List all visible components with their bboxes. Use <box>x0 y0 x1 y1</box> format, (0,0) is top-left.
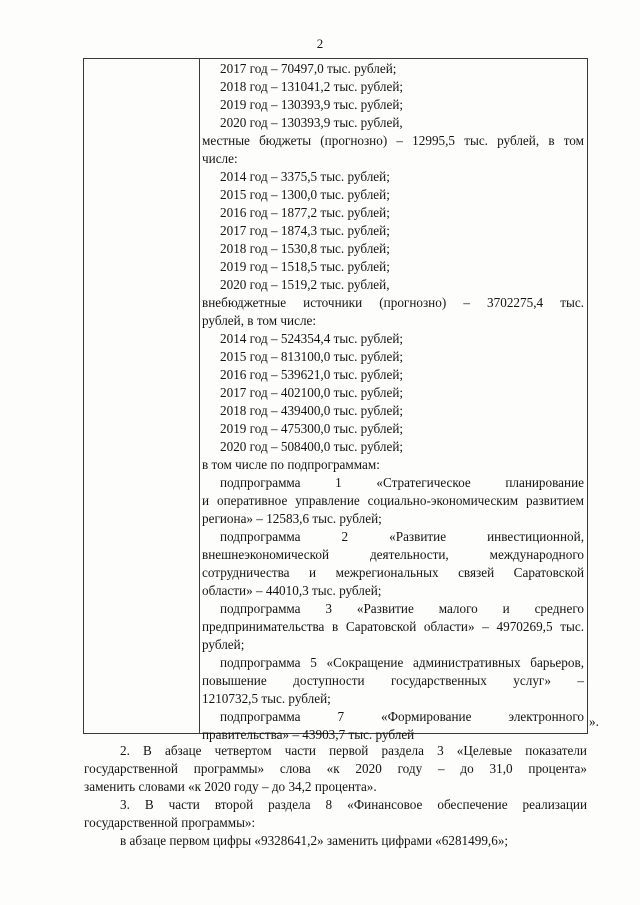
cell-line: 2017 год – 402100,0 тыс. рублей; <box>220 385 404 400</box>
cell-line: 2018 год – 131041,2 тыс. рублей; <box>220 79 404 94</box>
cell-line: подпрограмма 5 «Сокращение административных барьеров, <box>220 655 584 670</box>
cell-line: местные бюджеты (прогнозно) – 12995,5 тыс. рублей, в том <box>202 133 584 148</box>
cell-line: повышение доступности государственных услуг» – <box>202 673 584 688</box>
table-column-divider <box>199 58 200 734</box>
cell-line: 2017 год – 1874,3 тыс. рублей; <box>220 223 390 238</box>
cell-line: рублей; <box>202 637 245 652</box>
paragraph-line: государственной программы» слова «к 2020 году – до 31,0 процента» <box>84 761 587 776</box>
cell-line: 2014 год – 524354,4 тыс. рублей; <box>220 331 404 346</box>
cell-line: внешнеэкономической деятельности, международного <box>202 547 584 562</box>
cell-line: сотрудничества и межрегиональных связей Саратовской <box>202 565 584 580</box>
cell-line: региона» – 12583,6 тыс. рублей; <box>202 511 382 526</box>
closing-quote-mark: ». <box>589 714 599 729</box>
cell-line: области» – 44010,3 тыс. рублей; <box>202 583 382 598</box>
cell-line: 2019 год – 130393,9 тыс. рублей; <box>220 97 404 112</box>
cell-line: 1210732,5 тыс. рублей; <box>202 691 331 706</box>
cell-line: 2018 год – 439400,0 тыс. рублей; <box>220 403 404 418</box>
cell-line: 2019 год – 475300,0 тыс. рублей; <box>220 421 404 436</box>
cell-line: 2014 год – 3375,5 тыс. рублей; <box>220 169 390 184</box>
paragraph-line: 2. В абзаце четвертом части первой раздела 3 «Целевые показатели <box>120 743 587 758</box>
cell-line: и оперативное управление социально-экономическим развитием <box>202 493 584 508</box>
paragraph-line: 3. В части второй раздела 8 «Финансовое обеспечение реализации <box>120 797 587 812</box>
paragraph-line: в абзаце первом цифры «9328641,2» заменить цифрами «6281499,6»; <box>120 833 509 848</box>
cell-line: числе: <box>202 151 238 166</box>
amendment-text <box>84 742 587 850</box>
cell-line: подпрограмма 3 «Развитие малого и среднего <box>220 601 584 616</box>
cell-line: внебюджетные источники (прогнозно) – 3702275,4 тыс. <box>202 295 584 310</box>
cell-line: 2018 год – 1530,8 тыс. рублей; <box>220 241 390 256</box>
cell-line: 2016 год – 539621,0 тыс. рублей; <box>220 367 404 382</box>
cell-line: 2015 год – 813100,0 тыс. рублей; <box>220 349 404 364</box>
paragraph-line: заменить словами «к 2020 году – до 34,2 процента». <box>84 779 377 794</box>
cell-line: подпрограмма 7 «Формирование электронного <box>220 709 584 724</box>
cell-line: рублей, в том числе: <box>202 313 317 328</box>
cell-line: 2020 год – 508400,0 тыс. рублей; <box>220 439 404 454</box>
cell-line: предпринимательства в Саратовской области» – 4970269,5 тыс. <box>202 619 584 634</box>
cell-line: 2017 год – 70497,0 тыс. рублей; <box>220 61 397 76</box>
cell-line: 2016 год – 1877,2 тыс. рублей; <box>220 205 390 220</box>
cell-line: подпрограмма 1 «Стратегическое планирование <box>220 475 584 490</box>
paragraph-line: государственной программы»: <box>84 815 256 830</box>
cell-line: подпрограмма 2 «Развитие инвестиционной, <box>220 529 584 544</box>
cell-line: 2019 год – 1518,5 тыс. рублей; <box>220 259 390 274</box>
cell-line: 2020 год – 130393,9 тыс. рублей, <box>220 115 403 130</box>
cell-line: в том числе по подпрограммам: <box>202 457 380 472</box>
cell-line: 2015 год – 1300,0 тыс. рублей; <box>220 187 390 202</box>
cell-line: правительства» – 43903,7 тыс. рублей <box>202 727 415 742</box>
cell-line: 2020 год – 1519,2 тыс. рублей, <box>220 277 390 292</box>
page-number: 2 <box>316 36 324 51</box>
table-cell-content <box>202 60 584 744</box>
